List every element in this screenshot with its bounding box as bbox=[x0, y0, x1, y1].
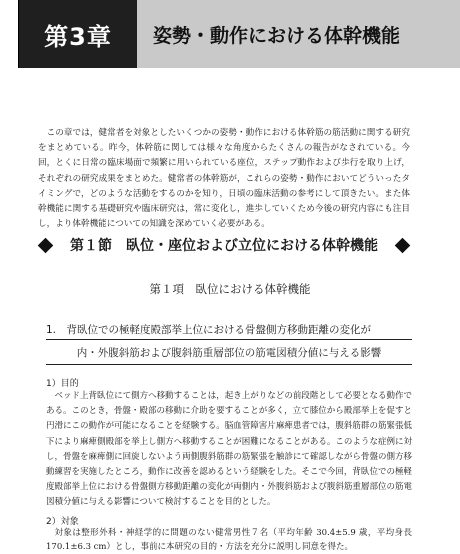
intro-paragraph: この章では，健常者を対象としたいくつかの姿勢・動作における体幹筋の筋活動に関する研究をまとめている。昨今，体幹筋に関しては様々な角度からたくさんの報告がなされている。今回，とくに日常の臨床場面で頻繁に用いられている座位，ステップ動作および歩行を取り上げ，それぞれの研究成果をまとめた。健常者の体幹筋が，これらの姿勢・動作においてどういったタイミングで，どのような活動をするのかを知り，日頃の臨床活動の参考にして頂きたい。また体幹機能に関する基礎研究や臨床研究は，常に変化し，進歩していくため今後の研究内容にも注目し，より体幹機能についての知識を深めていく必要がある。 bbox=[38, 128, 410, 230]
article-title-box bbox=[46, 339, 412, 365]
subject-body bbox=[46, 526, 412, 554]
section-title-bar bbox=[36, 234, 412, 256]
chapter-intro bbox=[38, 126, 410, 232]
diamond-icon bbox=[395, 237, 411, 253]
chapter-number: 第3章 bbox=[19, 0, 137, 68]
purpose-heading: 1）目的 bbox=[46, 379, 79, 389]
subject-heading: 2）対象 bbox=[46, 517, 79, 527]
chapter-title: 姿勢・動作における体幹機能 bbox=[153, 24, 401, 47]
purpose-paragraph: ベッド上背臥位にて側方へ移動することは，起き上がりなどの前段階として必要となる動作である。このとき，骨盤・殿部の移動に介助を要することが多く，立て膝位から殿部挙上を促すと円滑にこの動作が可能になることを経験する。脳血管障害片麻痺患者では，腹斜筋群の筋緊張低下により麻痺側殿部を挙上し側方へ移動することが困難になることがある。このような症例に対し，骨盤を麻痺側に回旋しないよう両側腹斜筋群の筋緊張を触診にて確認しながら骨盤の側方移動練習を実施したところ，動作に改善を認めるという経験をした。そこで今回，背臥位での極軽度殿部挙上位における骨盤側方移動距離の変化が両側内・外腹斜筋および腹斜筋重層部位の筋電図積分値に与える影響について検討することを目的とした。 bbox=[46, 391, 412, 508]
article-title-line1: 1. 背臥位での極軽度殿部挙上位における骨盤側方移動距離の変化が bbox=[46, 324, 372, 336]
subsection-title: 第１項 臥位における体幹機能 bbox=[149, 282, 311, 296]
section-title: 第１節 臥位・座位および立位における体幹機能 bbox=[70, 238, 378, 254]
article-title-line2: 内・外腹斜筋および腹斜筋重層部位の筋電図積分値に与える影響 bbox=[76, 346, 382, 359]
diamond-icon bbox=[38, 237, 54, 253]
chapter-header bbox=[18, 0, 460, 68]
subject-paragraph: 対象は整形外科・神経学的に問題のない健常男性７名（平均年齢 30.4±5.9 歳，平均身長 170.1±6.3 cm）とし，事前に本研究の目的・方法を充分に説明し同意を得た。 bbox=[46, 528, 412, 552]
purpose-body bbox=[46, 389, 412, 511]
